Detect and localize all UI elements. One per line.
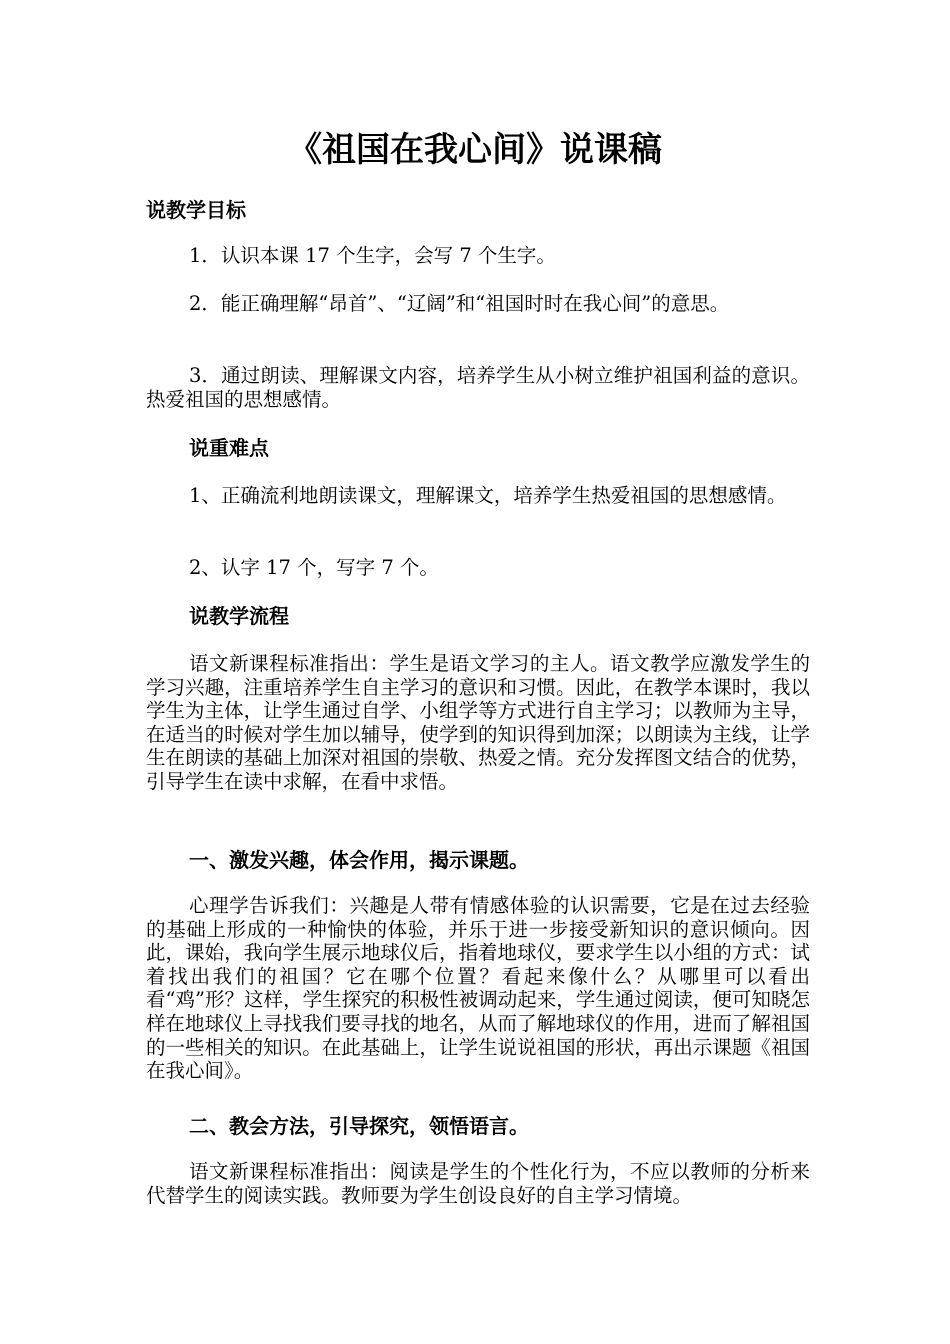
section-heading-step-2: 二、教会方法，引导探究，领悟语言。	[189, 1114, 529, 1138]
section-heading-difficulty: 说重难点	[189, 436, 269, 460]
section-heading-process: 说教学流程	[189, 604, 289, 628]
paragraph-goal-3: 3．通过朗读、理解课文内容，培养学生从小树立维护祖国利益的意识。热爱祖国的思想感情。	[146, 364, 810, 411]
paragraph-goal-2: 2．能正确理解“昂首”、“辽阔”和“祖国时时在我心间”的意思。	[189, 292, 730, 315]
paragraph-step-1: 心理学告诉我们：兴趣是人带有情感体验的认识需要，它是在过去经验的基础上形成的一种愉快的体验，并乐于进一步接受新知识的意识倾向。因此，课始，我向学生展示地球仪后，指着地球仪，要求学生以小组的方式：试着找出我们的祖国？它在哪个位置？看起来像什么？从哪里可以看出看“鸡”形？这样，学生探究的积极性被调动起来，学生通过阅读，便可知晓怎样在地球仪上寻找我们要寻找的地名，从而了解地球仪的作用，进而了解祖国的一些相关的知识。在此基础上，让学生说说祖国的形状，再出示课题《祖国在我心间》。	[146, 894, 810, 1083]
paragraph-goal-1: 1．认识本课 17 个生字，会写 7 个生字。	[189, 244, 556, 267]
paragraph-difficulty-1: 1、正确流利地朗读课文，理解课文，培养学生热爱祖国的思想感情。	[189, 484, 787, 507]
document-title: 《祖国在我心间》说课稿	[288, 130, 662, 170]
section-heading-goals: 说教学目标	[146, 198, 246, 222]
section-heading-step-1: 一、激发兴趣，体会作用，揭示课题。	[189, 848, 529, 872]
paragraph-step-2: 语文新课程标准指出：阅读是学生的个性化行为，不应以教师的分析来代替学生的阅读实践。教师要为学生创设良好的自主学习情境。	[146, 1160, 810, 1207]
paragraph-difficulty-2: 2、认字 17 个，写字 7 个。	[189, 556, 439, 579]
paragraph-process-intro: 语文新课程标准指出：学生是语文学习的主人。语文教学应激发学生的学习兴趣，注重培养学生自主学习的意识和习惯。因此，在教学本课时，我以学生为主体，让学生通过自学、小组学等方式进行自主学习；以教师为主导，在适当的时候对学生加以辅导，使学到的知识得到加深；以朗读为主线，让学生在朗读的基础上加深对祖国的崇敬、热爱之情。充分发挥图文结合的优势，引导学生在读中求解，在看中求悟。	[146, 652, 810, 793]
